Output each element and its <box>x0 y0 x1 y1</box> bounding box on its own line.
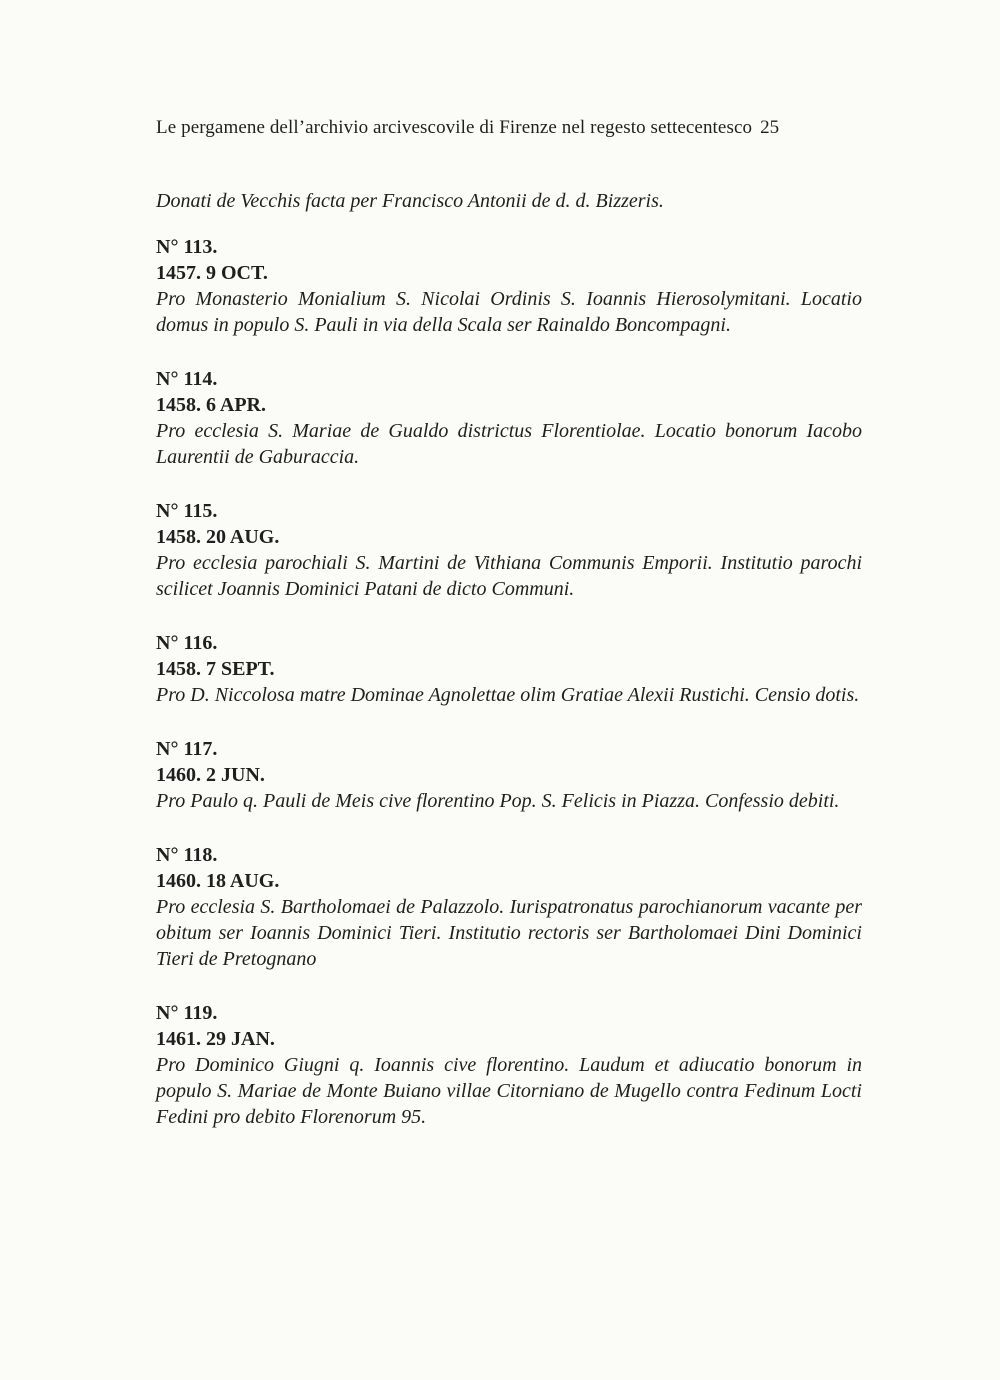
entry-number: N° 113. <box>156 236 218 258</box>
running-header <box>156 117 864 139</box>
entry-119 <box>156 1000 862 1130</box>
entry-date: 1460. 2 JUN. <box>156 764 265 786</box>
entry-number: N° 117. <box>156 738 218 760</box>
entry-115 <box>156 498 862 602</box>
entry-description: Pro Monasterio Monialium S. Nicolai Ordinis S. Ioannis Hierosolymitani. Locatio domus in populo S. Pauli in via della Scala ser Rainaldo Boncompagni. <box>156 288 862 336</box>
entry-date: 1457. 9 OCT. <box>156 262 268 284</box>
entry-date: 1458. 20 AUG. <box>156 526 280 548</box>
entry-date: 1461. 29 JAN. <box>156 1028 275 1050</box>
entry-description: Pro Paulo q. Pauli de Meis cive florentino Pop. S. Felicis in Piazza. Confessio debiti. <box>156 790 840 812</box>
entry-number: N° 114. <box>156 368 218 390</box>
entry-number: N° 118. <box>156 844 218 866</box>
running-title: Le pergamene dell’archivio arcivescovile di Firenze nel regesto settecentesco <box>156 117 753 138</box>
entry-114 <box>156 366 862 470</box>
entry-description: Pro ecclesia S. Mariae de Gualdo districtus Florentiolae. Locatio bonorum Iacobo Laurentii de Gaburaccia. <box>156 420 862 468</box>
entry-118 <box>156 842 862 972</box>
entry-number: N° 116. <box>156 632 218 654</box>
entry-116 <box>156 630 862 708</box>
entry-list <box>156 234 862 1158</box>
entry-date: 1458. 6 APR. <box>156 394 266 416</box>
entry-description: Pro D. Niccolosa matre Dominae Agnolettae olim Gratiae Alexii Rustichi. Censio dotis. <box>156 684 860 706</box>
entry-number: N° 115. <box>156 500 218 522</box>
entry-description: Pro ecclesia parochiali S. Martini de Vithiana Communis Emporii. Institutio parochi scilicet Joannis Dominici Patani de dicto Communi. <box>156 552 862 600</box>
continued-entry-text: Donati de Vecchis facta per Francisco Antonii de d. d. Bizzeris. <box>156 190 664 212</box>
entry-description: Pro ecclesia S. Bartholomaei de Palazzolo. Iurispatronatus parochianorum vacante per obitum ser Ioannis Dominici Tieri. Institutio rectoris ser Bartholomaei Dini Dominici Tieri de Pretognano <box>156 896 862 970</box>
entry-117 <box>156 736 862 814</box>
entry-113 <box>156 234 862 338</box>
entry-date: 1460. 18 AUG. <box>156 870 280 892</box>
page-number: 25 <box>760 117 780 138</box>
entry-date: 1458. 7 SEPT. <box>156 658 275 680</box>
entry-description: Pro Dominico Giugni q. Ioannis cive florentino. Laudum et adiucatio bonorum in populo S. Mariae de Monte Buiano villae Citorniano de Mugello contra Fedinum Locti Fedini pro debito Florenorum 95. <box>156 1054 862 1128</box>
entry-number: N° 119. <box>156 1002 218 1024</box>
